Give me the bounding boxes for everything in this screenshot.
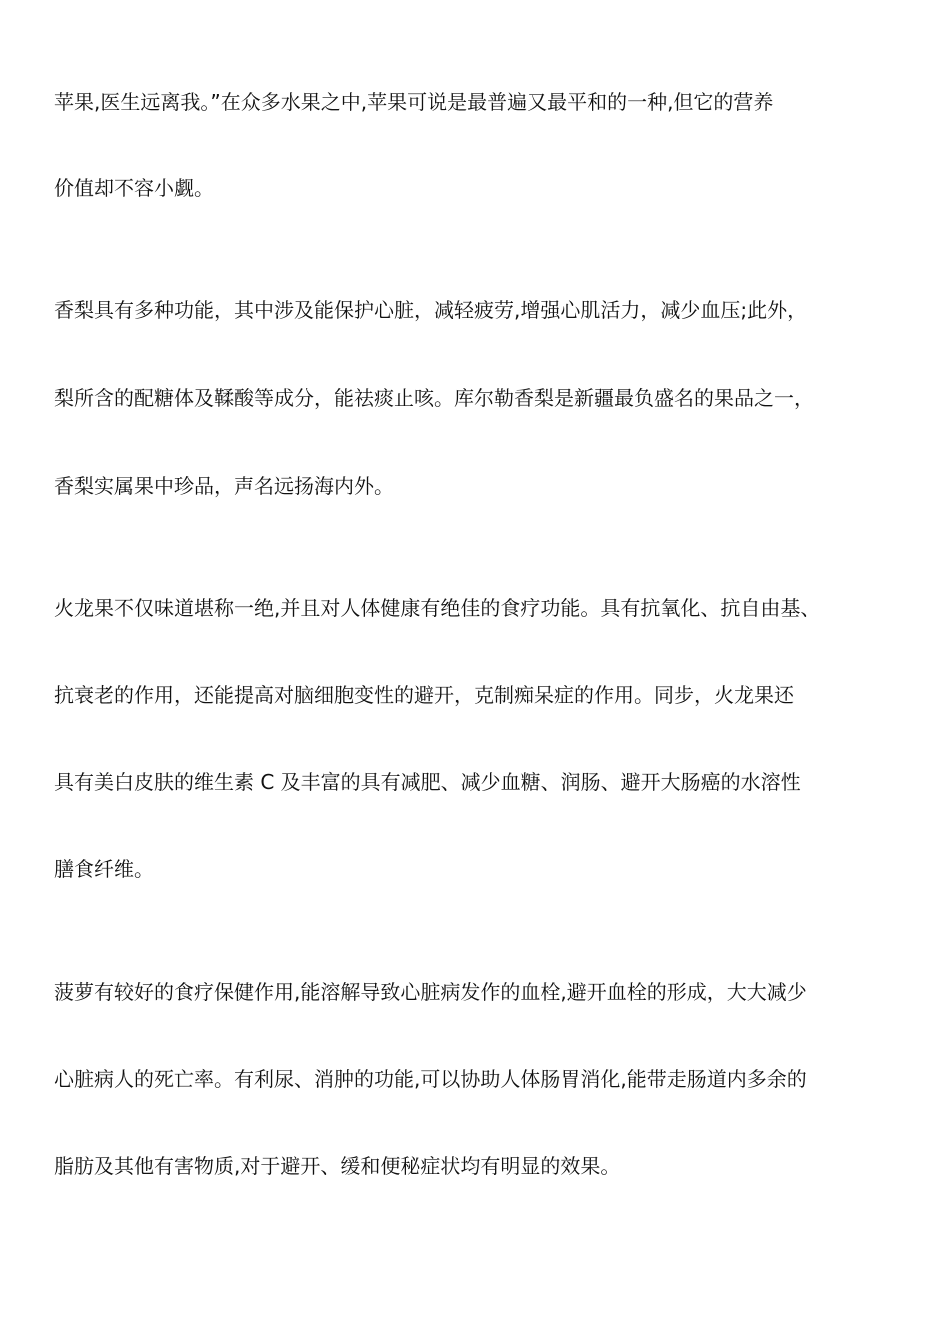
paragraph-dragonfruit-line-4: 膳食纤维。 xyxy=(54,857,154,881)
paragraph-pineapple-line-3: 脂肪及其他有害物质,对于避开、缓和便秘症状均有明显的效果。 xyxy=(54,1154,621,1178)
paragraph-pineapple-line-2: 心脏病人的死亡率。有利尿、消肿的功能,可以协助人体肠胃消化,能带走肠道内多余的 xyxy=(54,1067,807,1091)
paragraph-dragonfruit-line-1: 火龙果不仅味道堪称一绝,并且对人体健康有绝佳的食疗功能。具有抗氧化、抗自由基、 xyxy=(54,596,821,620)
paragraph-dragonfruit-line-3: 具有美白皮肤的维生素 C 及丰富的具有减肥、减少血糖、润肠、避开大肠癌的水溶性 xyxy=(54,770,801,794)
paragraph-pear-line-3: 香梨实属果中珍品，声名远扬海内外。 xyxy=(54,474,394,498)
paragraph-pear-line-2: 梨所含的配糖体及鞣酸等成分，能祛痰止咳。库尔勒香梨是新疆最负盛名的果品之一， xyxy=(54,386,814,410)
paragraph-pear-line-1: 香梨具有多种功能，其中涉及能保护心脏，减轻疲劳,增强心肌活力，减少血压;此外， xyxy=(54,298,808,322)
paragraph-apple-line-1: 苹果,医生远离我。”在众多水果之中,苹果可说是最普遍又最平和的一种,但它的营养 xyxy=(54,90,774,114)
paragraph-dragonfruit-line-2: 抗衰老的作用，还能提高对脑细胞变性的避开，克制痴呆症的作用。同步，火龙果还 xyxy=(54,683,794,707)
paragraph-apple-line-2: 价值却不容小觑。 xyxy=(54,176,214,200)
paragraph-pineapple-line-1: 菠萝有较好的食疗保健作用,能溶解导致心脏病发作的血栓,避开血栓的形成，大大减少 xyxy=(54,980,807,1004)
